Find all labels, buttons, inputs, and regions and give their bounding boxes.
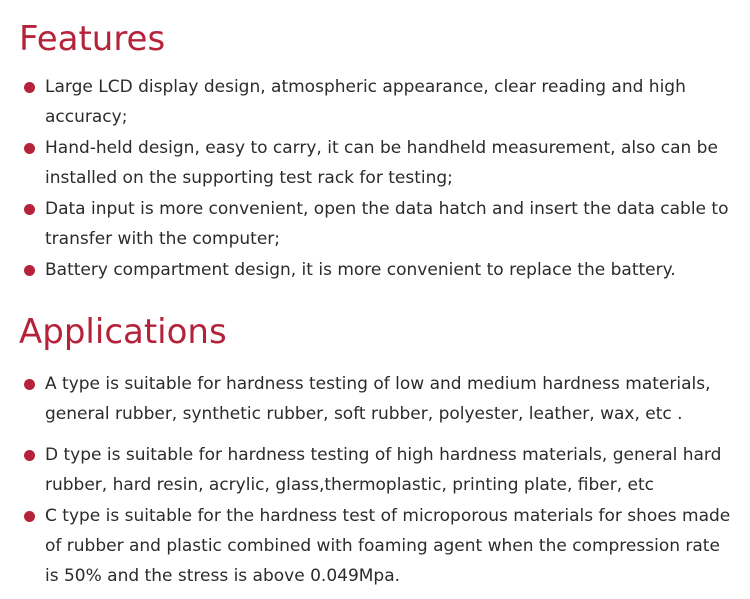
bullet-icon (24, 450, 35, 461)
bullet-icon (24, 82, 35, 93)
application-item-line: rubber, hard resin, acrylic, glass,thermoplastic, printing plate, fiber, etc (45, 475, 654, 495)
feature-item-line: Data input is more convenient, open the data hatch and insert the data cable to (45, 199, 729, 219)
feature-item-line: installed on the supporting test rack for testing; (45, 168, 453, 188)
feature-item-line: Large LCD display design, atmospheric appearance, clear reading and high (45, 77, 686, 97)
applications-heading: Applications (19, 312, 227, 352)
application-item-line: D type is suitable for hardness testing of high hardness materials, general hard (45, 445, 722, 465)
feature-item-line: accuracy; (45, 107, 128, 127)
features-heading: Features (19, 19, 166, 59)
application-item-line: general rubber, synthetic rubber, soft rubber, polyester, leather, wax, etc . (45, 404, 683, 424)
bullet-icon (24, 379, 35, 390)
feature-item-line: transfer with the computer; (45, 229, 281, 249)
bullet-icon (24, 265, 35, 276)
bullet-icon (24, 511, 35, 522)
application-item-line: C type is suitable for the hardness test of microporous materials for shoes made (45, 506, 731, 526)
bullet-icon (24, 143, 35, 154)
bullet-icon (24, 204, 35, 215)
feature-item-line: Battery compartment design, it is more convenient to replace the battery. (45, 260, 676, 280)
application-item-line: of rubber and plastic combined with foaming agent when the compression rate (45, 536, 720, 556)
application-item-line: is 50% and the stress is above 0.049Mpa. (45, 566, 401, 586)
application-item-line: A type is suitable for hardness testing of low and medium hardness materials, (45, 374, 711, 394)
feature-item-line: Hand-held design, easy to carry, it can be handheld measurement, also can be (45, 138, 718, 158)
